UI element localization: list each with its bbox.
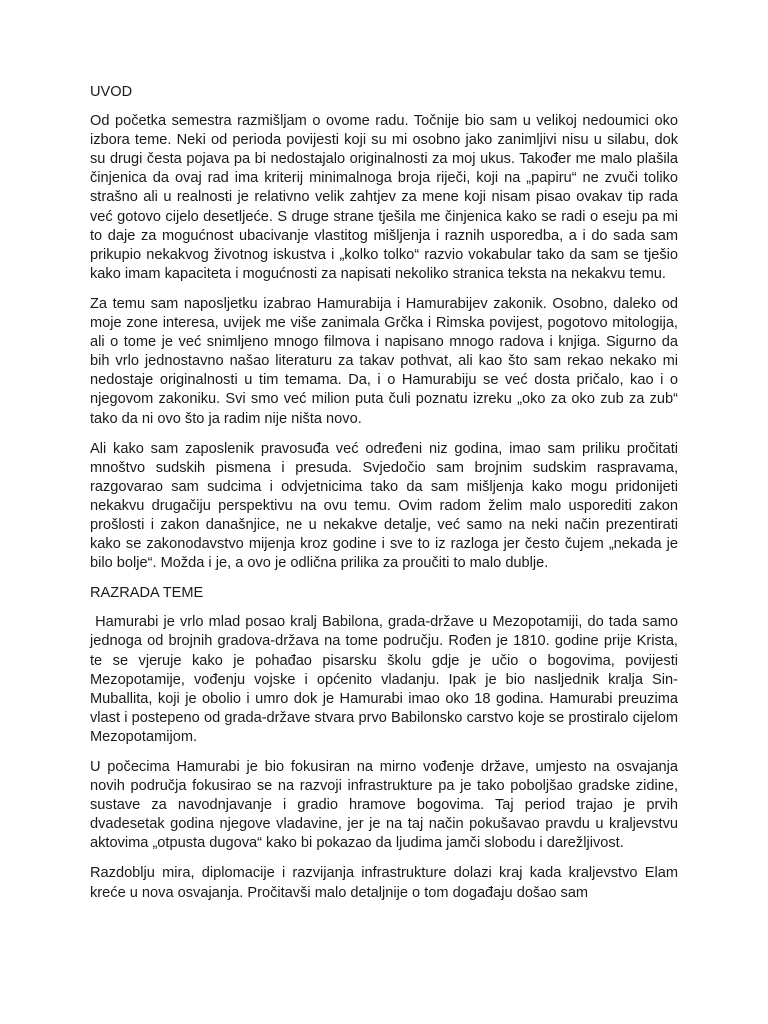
paragraph: Razdoblju mira, diplomacije i razvijanja infrastrukture dolazi kraj kada kraljevstvo Elam kreće u nova osvajanja. Pročitavši malo detaljnije o tom događaju došao sam <box>90 865 678 901</box>
section-topic-elaboration <box>90 584 683 902</box>
paragraph: Za temu sam naposljetku izabrao Hamurabija i Hamurabijev zakonik. Osobno, daleko od moje zone interesa, uvijek me više zanimala Grčka i Rimska povijest, pogotovo mitologija, ali o tome je već snimljeno mnogo filmova i napisano mnogo radova i knjiga. Sigurno da bih vrlo jednostavno našao literaturu za takav pothvat, ali kao što sam rekao nekako mi nedostaje originalnosti u tim temama. Da, i o Hamurabiju se već dosta pričalo, kao i o njegovom zakoniku. Svi smo već milion puta čuli poznatu izreku „oko za oko zub za zub“ tako da ni ovo što ja radim nije ništa novo. <box>90 295 678 427</box>
document-page <box>90 83 683 914</box>
section-heading-uvod: UVOD <box>90 84 133 100</box>
paragraph: Od početka semestra razmišljam o ovome radu. Točnije bio sam u velikoj nedoumici oko izbora teme. Neki od perioda povijesti koji su mi osobno jako zanimljivi nisu u silabu, dok su drugi česta pojava pa bi nedostajalo originalnosti za moj ukus. Također me malo plašila činjenica da ovaj rad ima kriterij minimalnoga broja riječi, koji na „papiru“ ne zvuči toliko strašno ali u realnosti je relativno velik zahtjev za mene koji nisam pisao ovakav tip rada već gotovo cijelo desetljeće. S druge strane tješila me činjenica kako se radi o eseju pa mi to daje za mogućnost ubacivanje vlastitog mišljenja i raznih usporedba, a i do sada sam prikupio nekakvog životnog iskustva i „kolko tolko“ razvio vokabular tako da sam se tješio kako imam kapaciteta i mogućnosti za napisati nekoliko stranica teksta na nekakvu temu. <box>90 113 678 282</box>
section-heading-razrada-teme: RAZRADA TEME <box>90 585 204 602</box>
paragraph: U počecima Hamurabi je bio fokusiran na mirno vođenje države, umjesto na osvajanja novih područja fokusirao se na razvoji infrastrukture pa je tako poboljšao gradske zidine, sustave za navodnjavanje i gradio hramove bogovima. Taj period trajao je prvih dvadesetak godina njegove vladavine, jer je na taj način pokušavao pravdu u kraljevstvu aktovima „otpusta dugova“ kako bi pokazao da ljudima jamči slobodu i darežljivost. <box>90 759 678 852</box>
section-intro <box>90 83 678 573</box>
paragraph: Ali kako sam zaposlenik pravosuđa već određeni niz godina, imao sam priliku pročitati mnoštvo sudskih pismena i presuda. Svjedočio sam brojnim sudskim raspravama, razgovarao sam sudcima i odvjetnicima tako da sam mišljenja kako mogu pridonijeti nekakvu drugačiju perspektivu na ovu temu. Ovim radom želim malo usporediti zakon prošlosti i zakon današnjice, ne u nekakve detalje, već samo na neki način prezentirati kako se zakonodavstvo mijenja kroz godine i sve to iz razloga jer često čujem „nekada je bilo bolje“. Možda i je, a ovo je odlična prilika za proučiti to malo dublje. <box>90 440 678 572</box>
paragraph: Hamurabi je vrlo mlad posao kralj Babilona, grada-države u Mezopotamiji, do tada samo jednoga od brojnih gradova-država na tome području. Rođen je 1810. godine prije Krista, te se vjeruje kako je pohađao pisarsku školu gdje je učio o bogovima, povijesti Mezopotamije, vođenju vojske i općenito vladanju. Ipak je bio nasljednik kralja Sin-Muballita, koji je obolio i umro dok je Hamurabi imao oko 18 godina. Hamurabi preuzima vlast i postepeno od grada-države stvara prvo Babilonsko carstvo koje se prostiralo cijelom Mezopotamijom. <box>90 614 683 745</box>
